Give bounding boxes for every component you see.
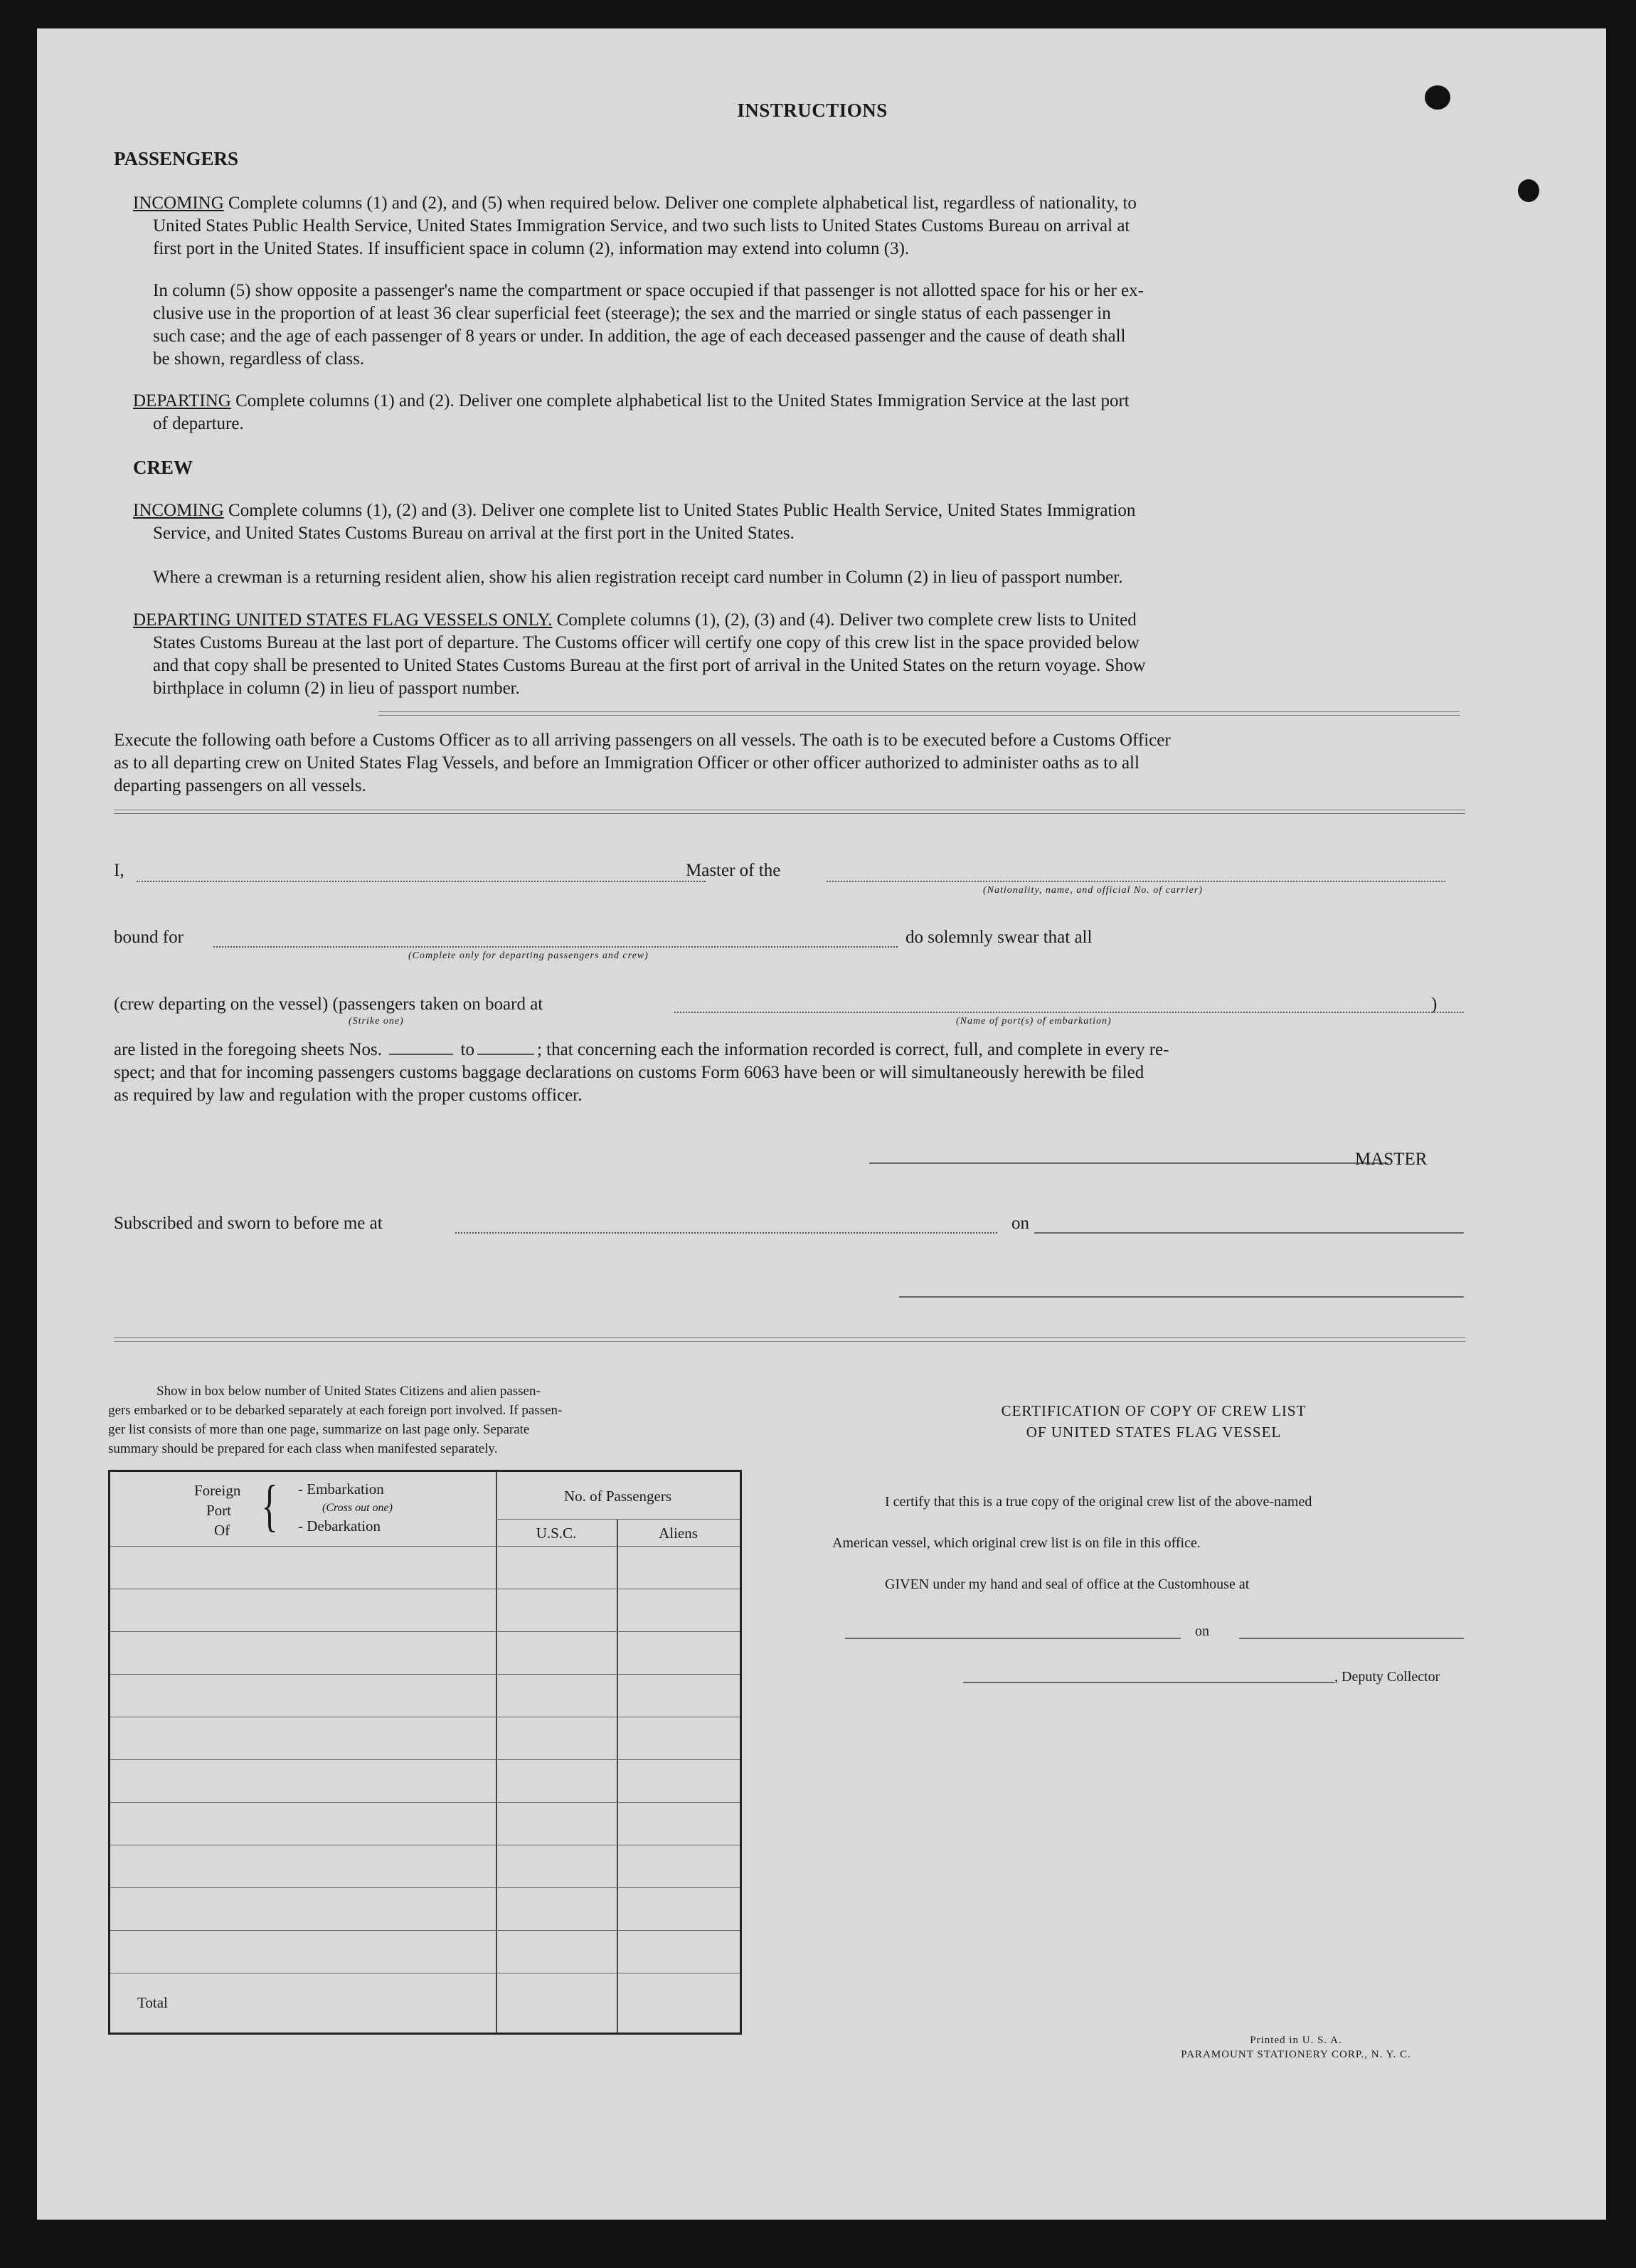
form-page	[37, 28, 1606, 2220]
crew-incoming: INCOMING Complete columns (1), (2) and (3). Deliver one complete list to United States Public Health Service, United States Immigration Service, and United States Customs Bureau on arrival at the first port in the United States.	[133, 501, 1136, 543]
incoming-keyword: INCOMING	[133, 194, 224, 213]
printer-imprint: Printed in U. S. A. PARAMOUNT STATIONERY CORP., N. Y. C.	[1181, 2035, 1411, 2060]
no-of-passengers-header: No. of Passengers	[563, 1488, 672, 1505]
summary-note: Show in box below number of United States Citizens and alien passen- gers embarked or to be debarked separately at each foreign port involved. If passen- ger list consists of more than one page, summarize on last page only. Separate summary should be prepared for each class when manifested separately.	[108, 1384, 563, 1456]
cert-line1: I certify that this is a true copy of the original crew list of the above-named	[885, 1494, 1312, 1510]
master-signature-line[interactable]	[869, 1162, 1388, 1164]
crew-departing-keyword: DEPARTING UNITED STATES FLAG VESSELS ONLY.	[133, 610, 553, 630]
subscribed-label: Subscribed and sworn to before me at	[114, 1214, 383, 1233]
departing-keyword: DEPARTING	[133, 391, 231, 410]
crew-header: CREW	[133, 457, 193, 478]
sheet-from-field[interactable]	[389, 1039, 453, 1055]
swear-label: do solemnly swear that all	[905, 928, 1093, 947]
deputy-collector-label: , Deputy Collector	[1334, 1669, 1440, 1685]
passengers-departing: DEPARTING Complete columns (1) and (2). Deliver one complete alphabetical list to the United States Immigration Service at the last port of departure.	[133, 391, 1130, 433]
punch-hole-middle	[1518, 179, 1539, 202]
total-label: Total	[137, 1994, 168, 2011]
cert-line2: American vessel, which original crew list is on file in this office.	[832, 1535, 1201, 1551]
on-label: on	[1011, 1214, 1029, 1233]
deputy-signature-line[interactable]	[963, 1682, 1334, 1683]
listed-sheets: are listed in the foregoing sheets Nos. to ; that concerning each the information recorded is correct, full, and complete in every re- spect; and that for incoming passengers customs baggage declarations on customs Form 6063 have been or will simultaneously herewith be filed as required by law and regulation with the proper customs officer.	[114, 1040, 1169, 1105]
crew-departing: DEPARTING UNITED STATES FLAG VESSELS ONLY. Complete columns (1), (2), (3) and (4). Deliver two complete crew lists to United States Customs Bureau at the last port of departure. The Customs officer will certify one copy of this crew list in the space provided below and that copy shall be presented to United States Customs Bureau at the first port of arrival in the United States on the return voyage. Show birthplace in column (2) in lieu of passport number.	[133, 610, 1146, 698]
subscribed-date-field[interactable]	[1034, 1232, 1464, 1234]
sheet-to-field[interactable]	[477, 1039, 534, 1055]
cert-on-label: on	[1195, 1623, 1209, 1639]
certification-title: CERTIFICATION OF COPY OF CREW LIST OF UNITED STATES FLAG VESSEL	[1001, 1402, 1307, 1441]
master-of-the-label: Master of the	[686, 861, 781, 880]
carrier-field[interactable]	[827, 881, 1445, 882]
cross-out-hint: (Cross out one)	[322, 1502, 393, 1514]
bound-for-hint: (Complete only for departing passengers and crew)	[408, 950, 649, 961]
divider	[114, 1337, 1465, 1342]
close-paren: )	[1431, 995, 1438, 1014]
divider	[378, 711, 1460, 716]
divider	[114, 810, 1465, 814]
customhouse-place-field[interactable]	[845, 1638, 1181, 1639]
of-label: Of	[214, 1522, 230, 1539]
crew-incoming-keyword: INCOMING	[133, 501, 224, 520]
column5-instructions: In column (5) show opposite a passenger's name the compartment or space occupied if that passenger is not allotted space for his or her ex- clusive use in the proportion of at least 36 clear superficial feet (steerage); the sex and the married or single status of each passenger in such case; and the age of each passenger of 8 years or under. In addition, the age of each deceased passenger and the cause of death shall be shown, regardless of class.	[153, 281, 1144, 369]
ports-hint: (Name of port(s) of embarkation)	[956, 1016, 1112, 1027]
passengers-incoming: INCOMING Complete columns (1) and (2), and (5) when required below. Deliver one complete alphabetical list, regardless of nationality, to United States Public Health Service, United States Immigration Service, and two such lists to United States Customs Bureau on arrival at first port in the United States. If insufficient space in column (2), information may extend into column (3).	[133, 194, 1137, 258]
carrier-hint: (Nationality, name, and official No. of carrier)	[983, 885, 1203, 896]
bound-for-label: bound for	[114, 928, 184, 947]
aliens-header: Aliens	[659, 1525, 698, 1542]
oath-i-label: I,	[114, 861, 124, 880]
debarkation-label: - Debarkation	[298, 1517, 381, 1535]
master-name-field[interactable]	[137, 881, 706, 882]
embarkation-ports-field[interactable]	[674, 1012, 1464, 1013]
passengers-header: PASSENGERS	[114, 148, 239, 169]
brace: {	[261, 1475, 278, 1537]
embarkation-label: - Embarkation	[298, 1480, 384, 1498]
cert-line3: GIVEN under my hand and seal of office at the Customhouse at	[885, 1577, 1250, 1592]
subscribed-place-field[interactable]	[455, 1232, 997, 1234]
foreign-label: Foreign	[194, 1482, 241, 1499]
oath-instructions: Execute the following oath before a Customs Officer as to all arriving passengers on all vessels. The oath is to be executed before a Customs Officer as to all departing crew on United States Flag Vessels, and before an Immigration Officer or other officer authorized to administer oaths as to all departing passengers on all vessels.	[114, 731, 1171, 795]
crew-resident-alien: Where a crewman is a returning resident alien, show his alien registration receipt card number in Column (2) in lieu of passport number.	[153, 568, 1123, 587]
usc-header: U.S.C.	[536, 1525, 577, 1542]
bound-for-field[interactable]	[213, 946, 898, 948]
master-label: MASTER	[1355, 1150, 1428, 1169]
strike-one-hint: (Strike one)	[349, 1016, 404, 1027]
port-label: Port	[206, 1502, 232, 1519]
customhouse-date-field[interactable]	[1239, 1638, 1464, 1639]
officer-signature-line[interactable]	[899, 1296, 1464, 1298]
passenger-summary-table	[108, 1470, 742, 2035]
page-title: INSTRUCTIONS	[737, 100, 888, 121]
crew-departing-label: (crew departing on the vessel) (passengers taken on board at	[114, 995, 543, 1014]
